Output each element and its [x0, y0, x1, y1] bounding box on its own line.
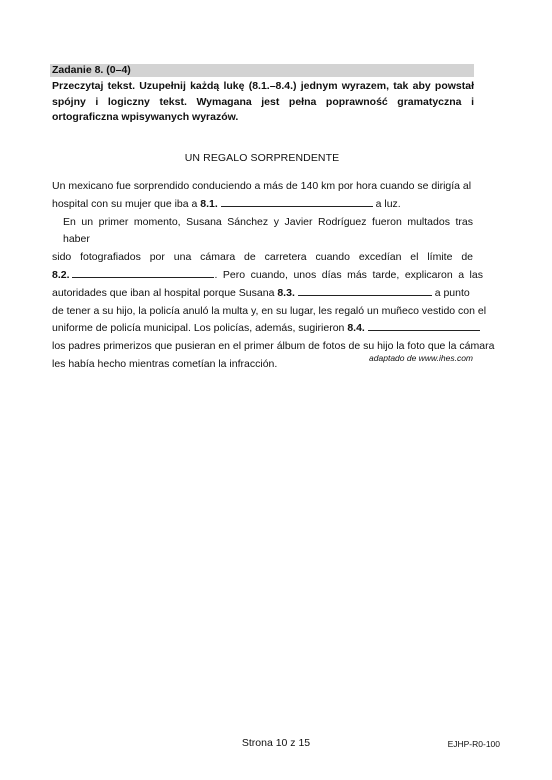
text-line: los padres primerizos que pusieran en el primer álbum de fotos de su hijo la foto que la cámara — [52, 340, 495, 353]
reading-text — [52, 178, 495, 374]
text-line — [52, 267, 483, 285]
gap-label-8-1: 8.1. — [200, 197, 218, 210]
text-line: En un primer momento, Susana Sánchez y Javier Rodríguez fueron multados tras haber — [63, 215, 473, 246]
text-line: de tener a su hijo, la policía anuló la multa y, en su lugar, les regaló un muñeco vestido con el — [52, 304, 487, 317]
gap-8-4-blank[interactable] — [368, 321, 480, 331]
text-fragment: . Pero cuando, unos días más tarde, explicaron a las — [214, 268, 483, 281]
exam-code: EJHP-R0-100 — [447, 739, 500, 749]
task-instruction: Przeczytaj tekst. Uzupełnij każdą lukę (8.1.–8.4.) jednym wyrazem, tak aby powstał spójny i logiczny tekst. Wymagana jest pełna poprawność gramatyczna i ortograficzna wpisywanych wyrazów. — [52, 80, 474, 123]
text-title: UN REGALO SORPRENDENTE — [184, 152, 340, 164]
text-fragment: autoridades que iban al hospital porque Susana — [52, 286, 278, 299]
source-note: adaptado de www.ihes.com — [369, 353, 473, 363]
text-line: les había hecho mientras cometían la infracción. — [52, 357, 278, 370]
text-line: Un mexicano fue sorprendido conduciendo a más de 140 km por hora cuando se dirigía al — [52, 180, 472, 192]
gap-label-8-2: 8.2. — [52, 268, 70, 281]
text-line — [52, 285, 473, 303]
text-fragment: uniforme de policía municipal. Los policías, además, sugirieron — [52, 322, 348, 335]
text-fragment: hospital con su mujer que iba a — [52, 197, 201, 210]
text-fragment: a punto — [431, 286, 470, 299]
text-line: sido fotografiados por una cámara de carretera cuando excedían el límite de — [52, 251, 473, 264]
text-line — [52, 320, 473, 338]
gap-label-8-4: 8.4. — [347, 322, 365, 335]
text-fragment: a luz. — [372, 197, 401, 210]
task-header: Zadanie 8. (0–4) — [50, 64, 474, 77]
text-line — [52, 196, 473, 214]
gap-8-1-blank[interactable] — [221, 197, 373, 207]
gap-label-8-3: 8.3. — [277, 286, 295, 299]
gap-8-2-blank[interactable] — [72, 268, 214, 278]
gap-8-3-blank[interactable] — [298, 286, 432, 296]
page-number: Strona 10 z 15 — [241, 737, 311, 749]
